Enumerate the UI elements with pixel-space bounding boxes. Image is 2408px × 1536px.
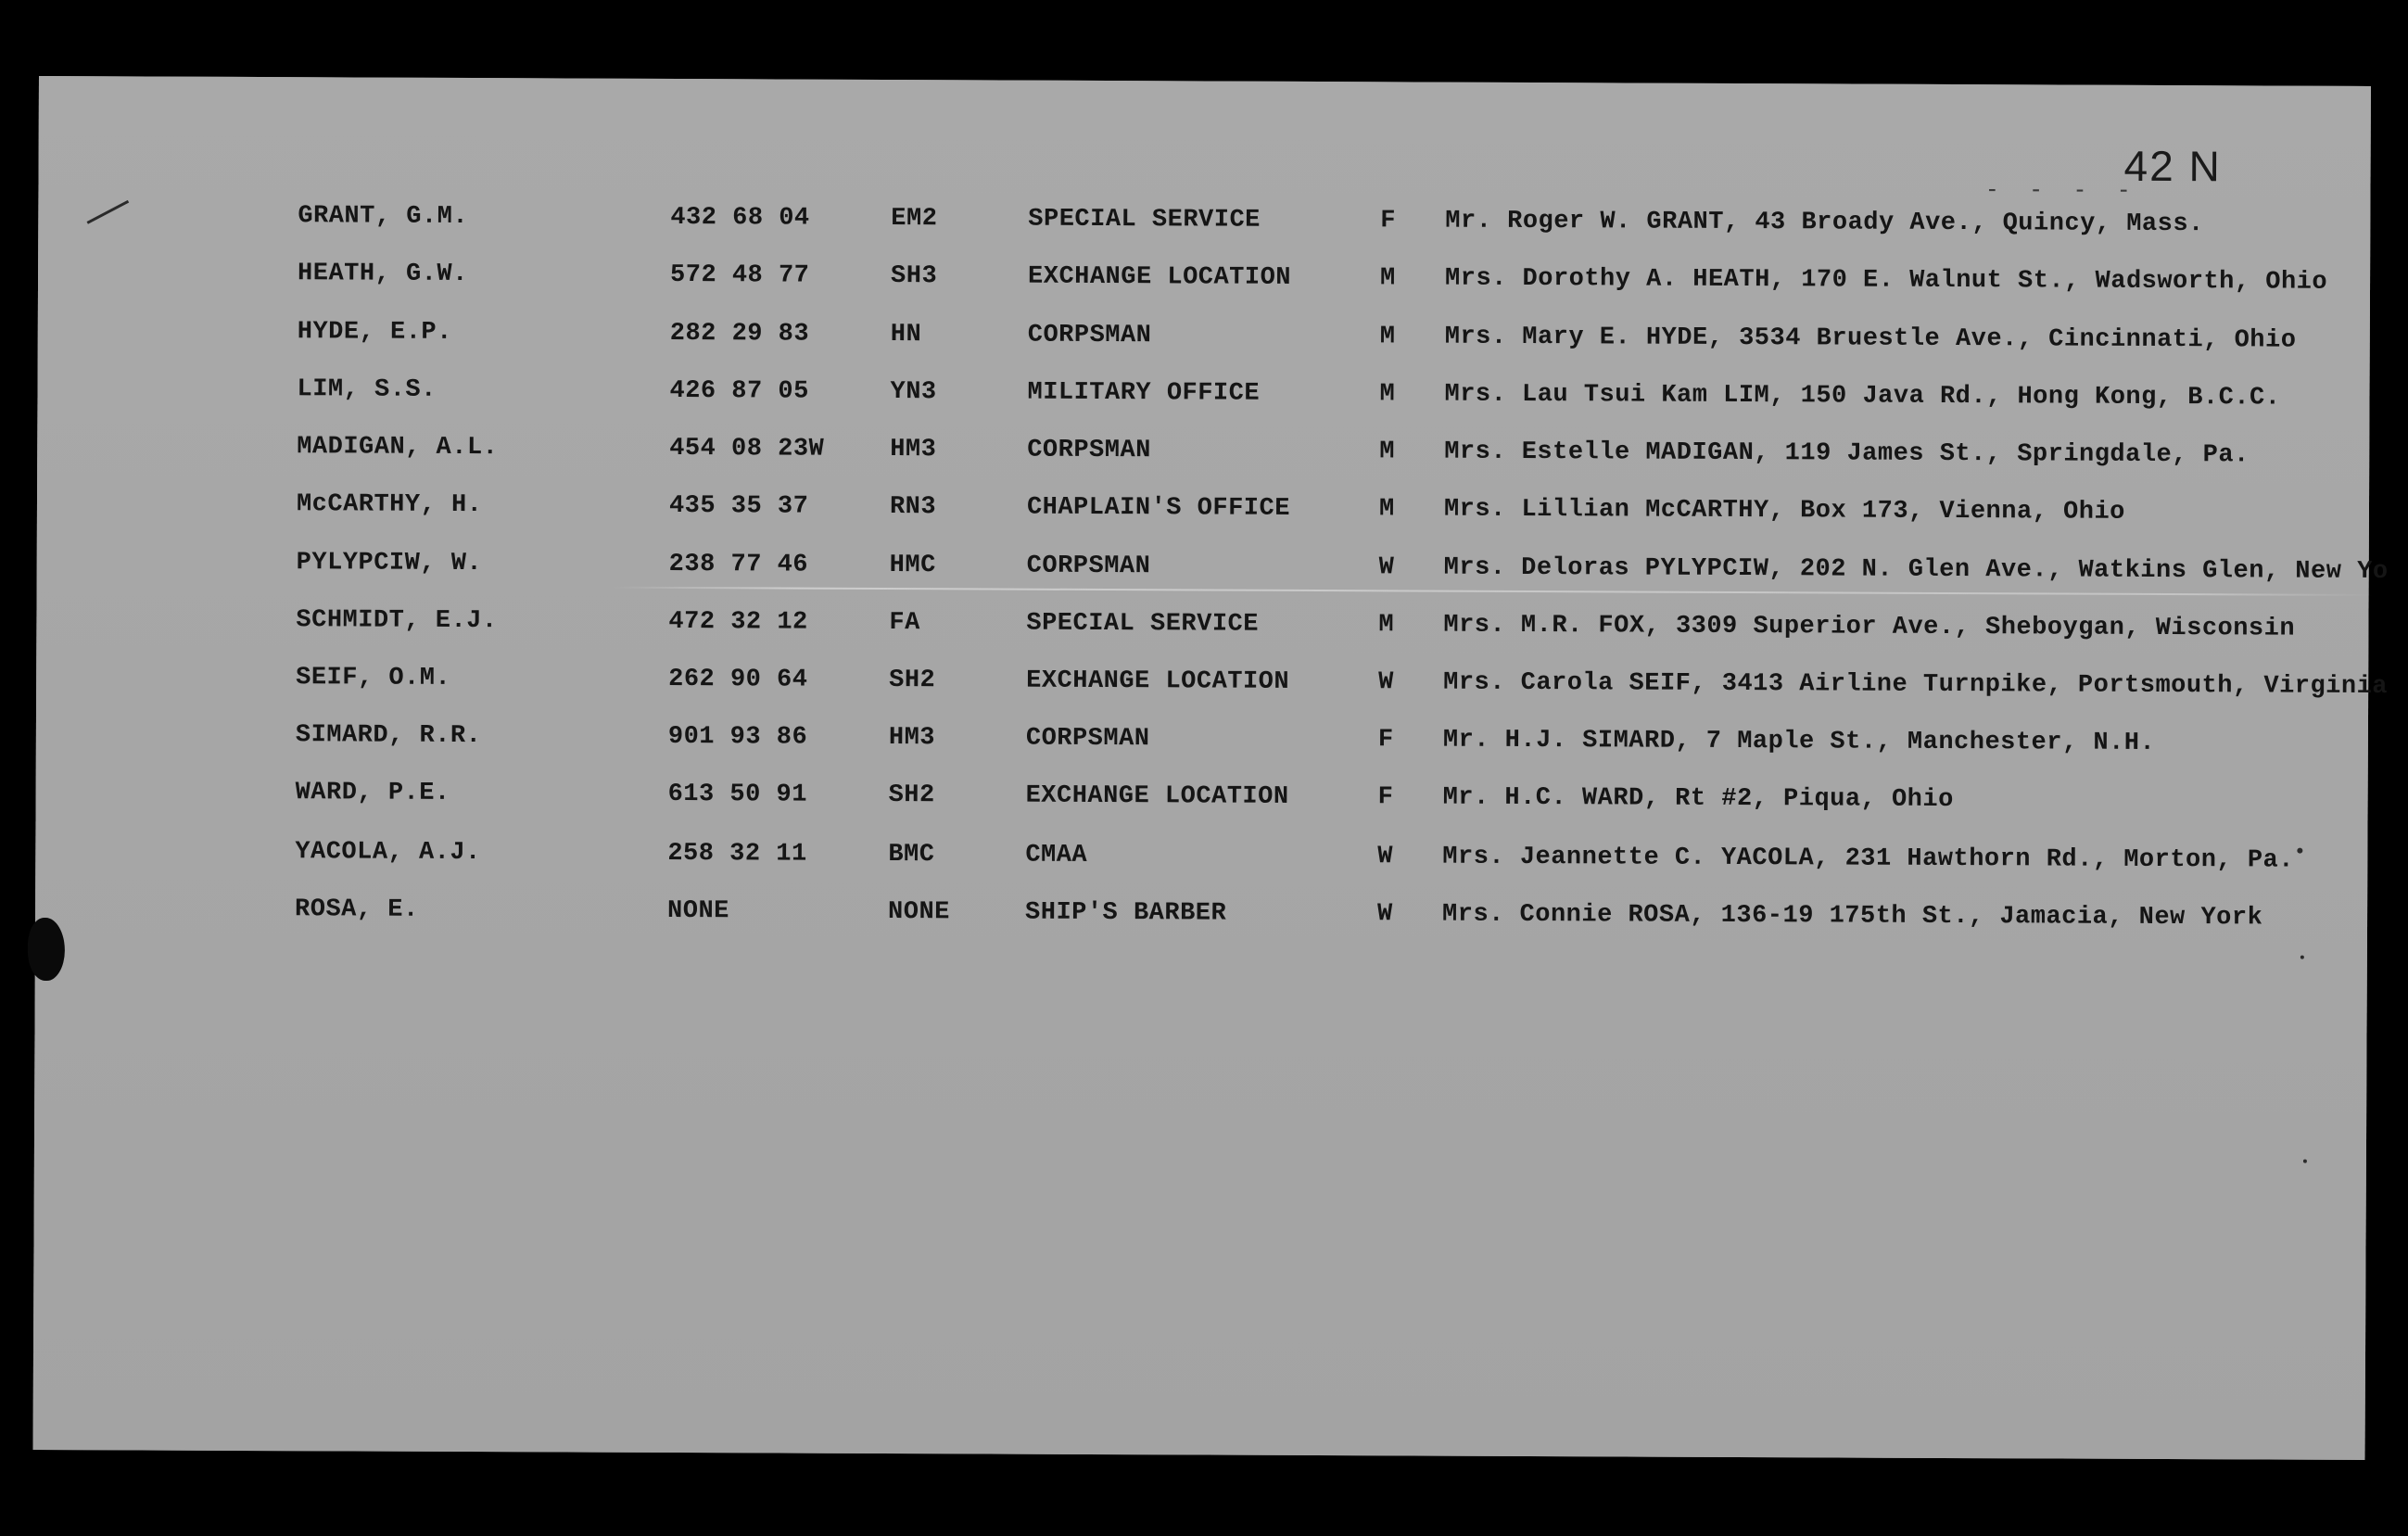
roster-row [37,481,2369,536]
assignment: EXCHANGE LOCATION [1027,262,1292,292]
roster-row [36,769,2368,824]
roster-row [36,654,2389,709]
rate: HM3 [890,436,937,464]
roster-row [37,366,2369,421]
document-scan [33,76,2389,1460]
next-of-kin-address: Mrs. Lillian McCARTHY, Box 173, Vienna, Ohio [1443,495,2125,527]
assignment: SPECIAL SERVICE [1026,609,1260,639]
rate: BMC [888,841,935,870]
rate: HN [890,321,922,349]
assignment: CHAPLAIN'S OFFICE [1026,493,1290,523]
next-of-kin-address: Mrs. Jeannette C. YACOLA, 231 Hawthorn Rd., Morton, Pa. [1442,843,2295,875]
next-of-kin-address: Mrs. Dorothy A. HEATH, 170 E. Walnut St., Wadsworth, Ohio [1444,264,2328,297]
service-number: 258 32 11 [667,839,807,869]
assignment: CORPSMAN [1025,724,1150,754]
relation-code: M [1379,438,1396,466]
roster-row [37,540,2389,594]
next-of-kin-address: Mrs. Estelle MADIGAN, 119 James St., Springdale, Pa. [1444,438,2250,470]
next-of-kin-address: Mrs. Connie ROSA, 136-19 175th St., Jamacia, New York [1442,900,2263,933]
assignment: EXCHANGE LOCATION [1026,666,1290,696]
crew-name: PYLYPCIW, W. [296,549,483,578]
next-of-kin-address: Mrs. M.R. FOX, 3309 Superior Ave., Sheboygan, Wisconsin [1443,611,2296,643]
roster-row [36,597,2368,652]
service-number: NONE [667,896,729,926]
rate: FA [889,609,920,638]
relation-code: F [1380,207,1397,235]
service-number: 282 29 83 [669,319,810,349]
crew-name: HYDE, E.P. [297,318,452,347]
rate: YN3 [890,378,937,407]
crew-name: SEIF, O.M. [296,664,451,692]
roster-row [38,250,2370,305]
crew-name: ROSA, E. [295,895,419,924]
next-of-kin-address: Mrs. Lau Tsui Kam LIM, 150 Java Rd., Hong Kong, B.C.C. [1444,380,2281,413]
relation-code: W [1378,668,1394,697]
assignment: SHIP'S BARBER [1025,898,1227,928]
rate: RN3 [889,493,937,522]
relation-code: M [1379,380,1396,409]
relation-code: M [1378,495,1395,524]
roster-row [37,424,2369,478]
rate: EM2 [891,205,938,234]
next-of-kin-address: Mrs. Carola SEIF, 3413 Airline Turnpike, Portsmouth, Virginia [1443,668,2389,702]
service-number: 901 93 86 [667,722,808,752]
service-number: 613 50 91 [667,780,808,809]
rate: HMC [889,552,936,580]
relation-code: F [1377,783,1394,812]
next-of-kin-address: Mrs. Deloras PYLYPCIW, 202 N. Glen Ave., Watkins Glen, New Yo [1443,553,2389,587]
roster-row [38,193,2370,248]
service-number: 426 87 05 [669,376,809,406]
rate: SH2 [889,666,936,695]
next-of-kin-address: Mr. H.C. WARD, Rt #2, Piqua, Ohio [1442,783,1954,815]
assignment: SPECIAL SERVICE [1028,205,1261,235]
relation-code: F [1377,726,1394,755]
relation-code: M [1379,264,1396,293]
page-number: 42 N [2123,141,2222,191]
rate: NONE [888,898,950,927]
rate: SH3 [891,262,938,291]
crew-name: WARD, P.E. [295,779,450,807]
roster-row [38,309,2370,363]
crew-name: SIMARD, R.R. [295,721,482,751]
service-number: 572 48 77 [670,260,810,290]
service-number: 262 90 64 [668,665,808,694]
crew-name: GRANT, G.M. [298,202,469,232]
crew-roster [33,76,2389,1460]
next-of-kin-address: Mrs. Mary E. HYDE, 3534 Bruestle Ave., Cincinnati, Ohio [1444,323,2297,355]
next-of-kin-address: Mr. H.J. SIMARD, 7 Maple St., Manchester, N.H. [1442,726,2156,757]
relation-code: M [1378,611,1395,640]
next-of-kin-address: Mr. Roger W. GRANT, 43 Broady Ave., Quincy, Mass. [1445,207,2204,239]
roster-row [35,829,2367,883]
service-number: 454 08 23W [669,434,825,463]
relation-code: W [1378,553,1395,582]
crew-name: McCARTHY, H. [296,490,483,520]
assignment: CORPSMAN [1026,552,1151,581]
service-number: 238 77 46 [668,550,809,579]
crew-name: MADIGAN, A.L. [297,433,499,463]
rate: HM3 [888,724,936,753]
top-marks: - - - - [1984,175,2139,204]
service-number: 432 68 04 [670,203,810,233]
assignment: CORPSMAN [1027,321,1152,350]
rate: SH2 [888,781,935,810]
assignment: MILITARY OFFICE [1027,378,1261,408]
crew-name: SCHMIDT, E.J. [296,606,498,636]
relation-code: M [1379,323,1396,351]
crew-name: YACOLA, A.J. [295,838,481,868]
assignment: EXCHANGE LOCATION [1025,781,1289,811]
service-number: 472 32 12 [668,607,808,637]
assignment: CMAA [1025,841,1088,870]
crew-name: HEATH, G.W. [298,260,468,289]
roster-row [36,712,2368,767]
crew-name: LIM, S.S. [297,375,437,404]
relation-code: W [1377,900,1393,929]
service-number: 435 35 37 [668,491,809,521]
assignment: CORPSMAN [1027,436,1151,465]
roster-row [35,886,2367,941]
relation-code: W [1377,843,1394,871]
